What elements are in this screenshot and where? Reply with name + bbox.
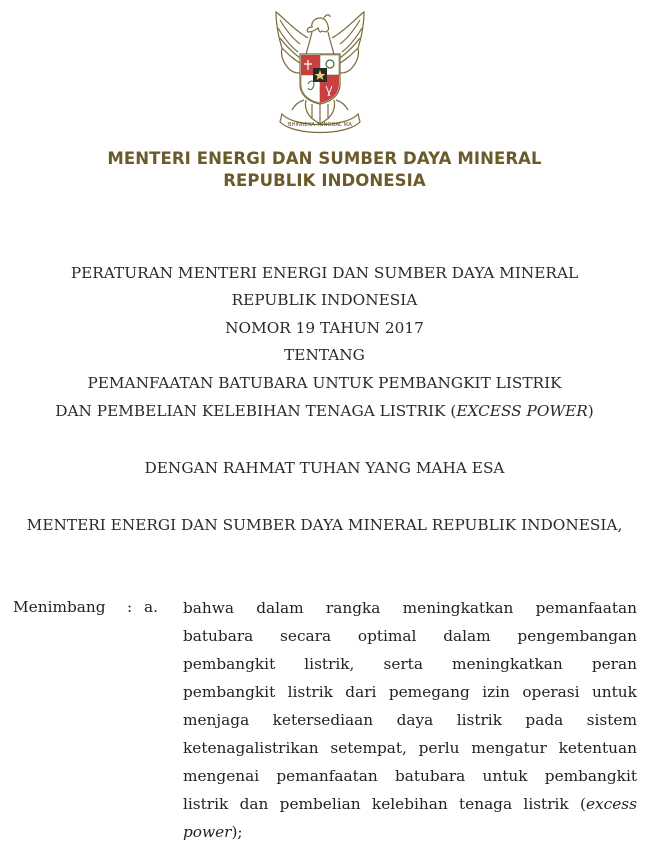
word: pemanfaatan: [535, 599, 637, 617]
word: pemegang: [388, 683, 470, 701]
garuda-emblem-icon: [264, 8, 376, 138]
word: menjaga: [183, 711, 250, 729]
word: mengatur: [471, 739, 547, 757]
word: peran: [591, 655, 637, 673]
italic-word: excess: [585, 795, 637, 813]
emblem-motto: BHINNEKA TUNGGAL IKA: [288, 122, 352, 128]
word: pembangkit: [544, 767, 637, 785]
word: kelebihan: [371, 795, 448, 813]
word: dalam: [443, 627, 491, 645]
paragraph-line: [183, 653, 637, 675]
word: listrik: [183, 795, 229, 813]
regulation-number: NOMOR 19 TAHUN 2017: [225, 319, 424, 337]
word: listrik: [523, 795, 569, 813]
word: pada: [525, 711, 564, 729]
word: dari: [345, 683, 377, 701]
line-suffix: );: [231, 823, 243, 841]
word: tenaga: [459, 795, 513, 813]
considering-label: Menimbang: [13, 598, 106, 616]
word: listrik: [287, 683, 333, 701]
word: batubara: [395, 767, 466, 785]
paragraph-line: [183, 737, 637, 759]
paragraph-line: [183, 597, 637, 619]
considering-letter: a.: [144, 598, 158, 616]
paragraph-line: [183, 625, 637, 647]
word: untuk: [591, 683, 637, 701]
word: perlu: [418, 739, 460, 757]
paragraph-line: [183, 793, 637, 815]
word: pembangkit: [183, 683, 276, 701]
word: bahwa: [183, 599, 234, 617]
paragraph-line: [183, 709, 637, 731]
word: rangka: [325, 599, 381, 617]
italic-word: power: [183, 823, 232, 841]
regulation-title-2: REPUBLIK INDONESIA: [231, 291, 418, 309]
subject-2-prefix: DAN PEMBELIAN KELEBIHAN TENAGA LISTRIK (: [55, 402, 457, 420]
word: optimal: [357, 627, 417, 645]
word: meningkatkan: [402, 599, 514, 617]
word: [580, 793, 637, 815]
word: dalam: [256, 599, 304, 617]
regulation-subject-1: PEMANFAATAN BATUBARA UNTUK PEMBANGKIT LISTRIK: [87, 374, 562, 392]
word: dan: [239, 795, 269, 813]
subject-2-suffix: ): [587, 402, 594, 420]
minister-line: MENTERI ENERGI DAN SUMBER DAYA MINERAL REPUBLIK INDONESIA,: [26, 516, 623, 534]
word: untuk: [482, 767, 528, 785]
paragraph-line: [183, 681, 637, 703]
regulation-title-1: PERATURAN MENTERI ENERGI DAN SUMBER DAYA MINERAL: [70, 264, 579, 282]
word: sistem: [586, 711, 637, 729]
word: ketentuan: [558, 739, 637, 757]
word: pembelian: [279, 795, 361, 813]
letterhead-line-1: MENTERI ENERGI DAN SUMBER DAYA MINERAL: [107, 149, 542, 168]
paragraph-line: [183, 821, 637, 843]
word: ketenagalistrikan: [183, 739, 319, 757]
word: serta: [383, 655, 423, 673]
regulation-subject-2: [0, 402, 649, 420]
paragraph-line: [183, 765, 637, 787]
word: meningkatkan: [452, 655, 563, 673]
word: pembangkit: [183, 655, 276, 673]
blessing-line: DENGAN RAHMAT TUHAN YANG MAHA ESA: [144, 459, 505, 477]
regulation-about: TENTANG: [284, 346, 365, 364]
word: mengenai: [183, 767, 260, 785]
word: listrik,: [304, 655, 355, 673]
word: pemanfaatan: [276, 767, 378, 785]
word: listrik: [456, 711, 502, 729]
word: ketersediaan: [272, 711, 374, 729]
word: secara: [280, 627, 332, 645]
considering-colon: :: [127, 598, 133, 616]
word: daya: [396, 711, 434, 729]
word: operasi: [522, 683, 580, 701]
word: izin: [482, 683, 510, 701]
open-paren: (: [580, 795, 586, 813]
word: pengembangan: [517, 627, 637, 645]
letterhead-line-2: REPUBLIK INDONESIA: [223, 171, 426, 190]
word: batubara: [183, 627, 254, 645]
subject-2-italic: EXCESS POWER: [456, 402, 588, 420]
word: setempat,: [330, 739, 407, 757]
